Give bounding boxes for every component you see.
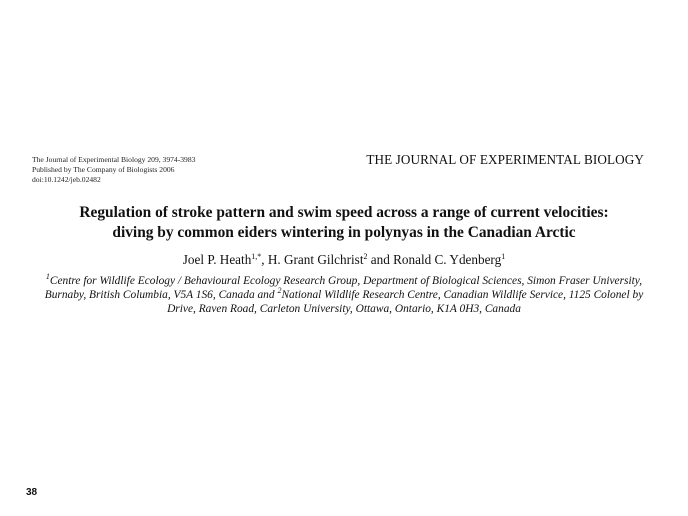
- journal-doi: doi:10.1242/jeb.02482: [32, 175, 101, 184]
- journal-publisher: Published by The Company of Biologists 2006: [32, 165, 175, 174]
- author-list: [0, 252, 688, 268]
- author-affiliation-mark: 1,*: [251, 252, 262, 261]
- paper-title-line-1: Regulation of stroke pattern and swim speed across a range of current velocities:: [79, 204, 609, 221]
- affiliation-text: Centre for Wildlife Ecology / Behavioural Ecology Research Group, Department of Biological Sciences, Simon Fraser University, Burnaby, British Columbia, V5A 1S6, Canada and: [44, 275, 643, 302]
- affiliation-text: National Wildlife Research Centre, Canadian Wildlife Service, 1125 Colonel by Drive, Raven Road, Carleton University, Ottawa, Ontario, K1A 0H3, Canada: [167, 289, 644, 316]
- journal-name: THE JOURNAL OF EXPERIMENTAL BIOLOGY: [366, 152, 644, 167]
- author-affiliation-mark: 1: [501, 252, 506, 261]
- author-name: Ronald C. Ydenberg: [393, 252, 502, 267]
- journal-citation: The Journal of Experimental Biology 209, 3974-3983: [32, 155, 196, 164]
- author-separator: and: [367, 252, 394, 267]
- author-name: H. Grant Gilchrist: [267, 252, 364, 267]
- author-name: Joel P. Heath: [182, 252, 252, 267]
- author-separator: ,: [261, 252, 268, 267]
- paper-title: [0, 203, 688, 243]
- author-affiliation-mark: 2: [363, 252, 368, 261]
- journal-meta: [32, 155, 195, 185]
- affiliation-mark: 1: [45, 272, 50, 281]
- paper-title-line-2: diving by common eiders wintering in polynyas in the Canadian Arctic: [112, 224, 576, 241]
- page-number: 38: [26, 487, 38, 498]
- affiliations: [30, 274, 658, 317]
- affiliation-mark: 2: [277, 286, 282, 296]
